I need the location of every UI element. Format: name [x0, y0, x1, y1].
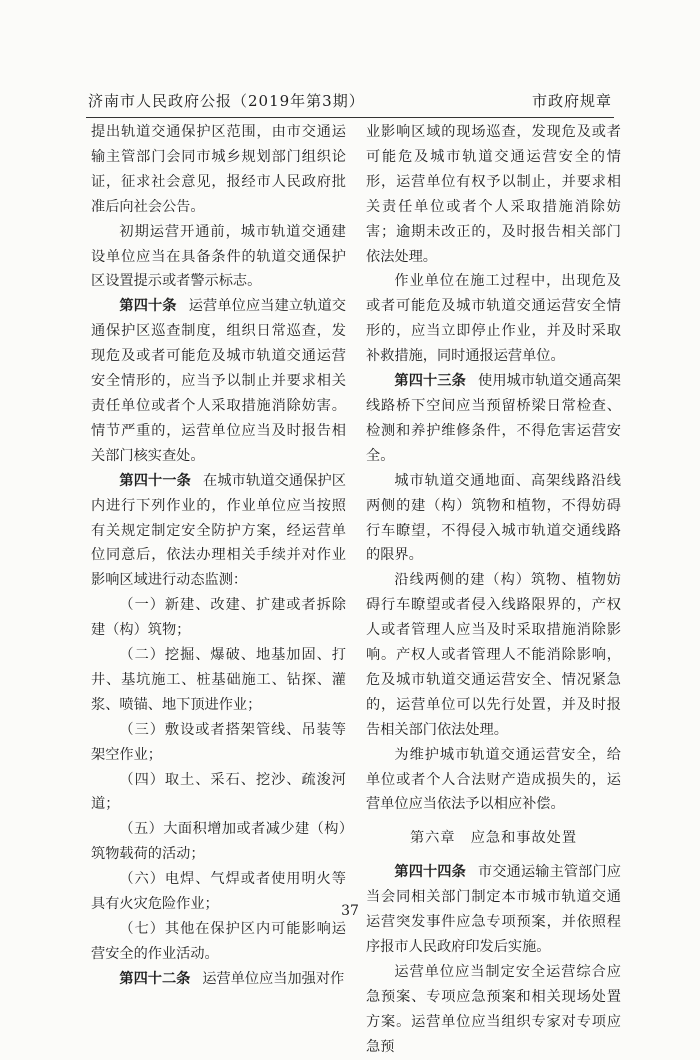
- article-41: [91, 469, 346, 594]
- left-column: [91, 120, 346, 992]
- article-text: 运营单位应当加强对作: [202, 970, 345, 987]
- article-text: 使用城市轨道交通高架线路桥下空间应当预留桥梁日常检查、检测和养护维修条件，不得危害运营安全。: [366, 373, 621, 464]
- paragraph: 运营单位应当制定安全运营综合应急预案、专项应急预案和相关现场处置方案。运营单位应当组织专家对专项应急预: [366, 963, 621, 1055]
- article-text: 在城市轨道交通保护区内进行下列作业的，作业单位应当按照有关规定制定安全防护方案，经运营单位同意后，依法办理相关手续并对作业影响区域进行动态监测：: [91, 472, 346, 589]
- paragraph: 作业单位在施工过程中，出现危及或者可能危及城市轨道交通运营安全情形的，应当立即停止作业，并及时采取补救措施，同时通报运营单位。: [366, 273, 621, 365]
- paragraph: 沿线两侧的建（构）筑物、植物妨碍行车瞭望或者侵入线路限界的，产权人或者管理人应当及时采取措施消除影响。产权人或者管理人不能消除影响，危及城市轨道交通运营安全、情况紧急的，运营单位可以先行处置，并及时报告相关部门依法处理。: [366, 572, 621, 738]
- section-label: 市政府规章: [531, 92, 612, 110]
- list-item: （二）挖掘、爆破、地基加固、打井、基坑施工、桩基础施工、钻探、灌浆、喷锚、地下顶进作业；: [91, 647, 346, 713]
- article-title: 第四十二条: [119, 970, 191, 987]
- article-title: 第四十四条: [394, 864, 466, 881]
- article-40: [91, 294, 346, 468]
- list-item: （六）电焊、气焊或者使用明火等具有火灾危险作业；: [91, 871, 346, 913]
- gazette-title: 济南市人民政府公报（2019年第3期）: [88, 92, 365, 110]
- article-title: 第四十一条: [119, 472, 191, 489]
- list-item: （三）敷设或者搭架管线、吊装等架空作业；: [91, 721, 346, 763]
- paragraph: 业影响区域的现场巡查，发现危及或者可能危及城市轨道交通运营安全的情形，运营单位有权予以制止，并要求相关责任单位或者个人采取措施消除妨害；逾期未改正的，及时报告相关部门依法处理。: [366, 124, 621, 265]
- article-title: 第四十三条: [394, 373, 466, 390]
- paragraph: 提出轨道交通保护区范围，由市交通运输主管部门会同市城乡规划部门组织论证，征求社会意见，报经市人民政府批准后向社会公告。: [91, 124, 346, 215]
- list-item: （五）大面积增加或者减少建（构）筑物载荷的活动；: [91, 821, 346, 863]
- paragraph: 城市轨道交通地面、高架线路沿线两侧的建（构）筑物和植物，不得妨碍行车瞭望，不得侵入城市轨道交通线路的限界。: [366, 472, 621, 564]
- page-number: 37: [341, 903, 359, 919]
- article-42: [91, 967, 346, 992]
- paragraph: 为维护城市轨道交通运营安全，给单位或者个人合法财产造成损失的，运营单位应当依法予以相应补偿。: [366, 746, 621, 813]
- article-text: 运营单位应当建立轨道交通保护区巡查制度，组织日常巡查，发现危及或者可能危及城市轨道交通运营安全情形的，应当予以制止并要求相关责任单位或者个人采取措施消除妨害。情节严重的，运营单位应当及时报告相关部门核实查处。: [91, 298, 346, 464]
- paragraph: 初期运营开通前，城市轨道交通建设单位应当在具备条件的轨道交通保护区设置提示或者警示标志。: [91, 223, 346, 290]
- header-rule: [86, 117, 614, 118]
- chapter-heading: 第六章 应急和事故处置: [409, 830, 578, 847]
- article-43: [366, 369, 621, 469]
- list-item: （四）取土、采石、挖沙、疏浚河道；: [91, 771, 346, 813]
- article-title: 第四十条: [119, 298, 177, 315]
- list-item: （一）新建、改建、扩建或者拆除建（构）筑物；: [91, 597, 346, 639]
- list-item: （七）其他在保护区内可能影响运营安全的作业活动。: [91, 921, 346, 962]
- article-text: 市交通运输主管部门应当会同相关部门制定本市城市轨道交通运营突发事件应急专项预案，并依照程序报市人民政府印发后实施。: [366, 864, 621, 955]
